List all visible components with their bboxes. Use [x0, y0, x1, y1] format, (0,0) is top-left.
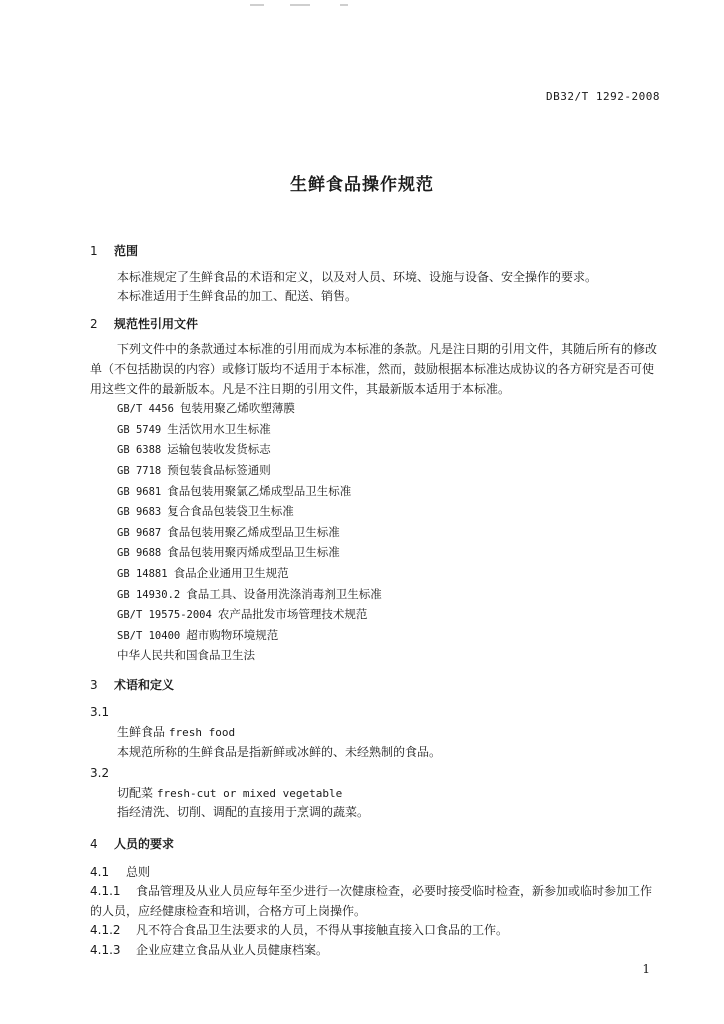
reference-item	[90, 399, 660, 420]
reference-title: 包装用聚乙烯吹塑薄膜	[179, 401, 295, 416]
reference-title: 中华人民共和国食品卫生法	[117, 648, 255, 663]
clause-number-3-2: 3.2	[90, 766, 110, 781]
document-code: DB32/T 1292-2008	[546, 90, 660, 103]
reference-code: GB/T 19575-2004	[117, 609, 212, 622]
clause-4-1-1: 4.1.1 食品管理及从业人员应每年至少进行一次健康检查，必要时接受临时检查，新参加或临时参加工作的人员，应经健康检查和培训，合格方可上岗操作。	[90, 884, 653, 918]
reference-title: 食品包装用聚乙烯成型品卫生标准	[167, 524, 340, 539]
reference-code: GB/T 4456	[117, 403, 174, 416]
reference-item	[90, 626, 660, 647]
reference-title: 食品企业通用卫生规范	[173, 565, 289, 580]
reference-code: GB 6388	[117, 444, 162, 457]
reference-item	[90, 461, 660, 482]
page-number: 1	[642, 962, 650, 976]
reference-title: 生活饮用水卫生标准	[167, 421, 271, 436]
reference-item	[90, 420, 660, 441]
reference-item	[90, 440, 660, 461]
reference-code: GB 9681	[117, 485, 162, 498]
document-body	[90, 236, 660, 961]
scan-marks	[250, 4, 410, 8]
references-intro: 下列文件中的条款通过本标准的引用而成为本标准的条款。凡是注日期的引用文件，其随后所有的修改单（不包括勘误的内容）或修订版均不适用于本标准，然而，鼓励根据本标准达成协议的各方研究是否可使用这些文件的最新版本。凡是不注日期的引用文件，其最新版本适用于本标准。	[90, 342, 658, 396]
reference-code: GB 9687	[117, 526, 162, 539]
reference-title: 食品包装用聚丙烯成型品卫生标准	[167, 545, 340, 560]
clause-4-1-2: 4.1.2 凡不符合食品卫生法要求的人员，不得从事接触直接入口食品的工作。	[90, 923, 509, 938]
reference-item	[90, 564, 660, 585]
document-title: 生鲜食品操作规范	[290, 175, 434, 195]
reference-title: 超市购物环境规范	[186, 627, 279, 642]
reference-item	[90, 502, 660, 523]
definition-fresh-cut: 指经清洗、切削、调配的直接用于烹调的蔬菜。	[117, 805, 370, 820]
reference-code: GB 9683	[117, 506, 162, 519]
clause-4-1-3: 4.1.3 企业应建立食品从业人员健康档案。	[90, 943, 329, 957]
reference-title: 食品工具、设备用洗涤消毒剂卫生标准	[186, 586, 382, 601]
reference-code: GB 7718	[117, 464, 162, 477]
reference-title: 食品包装用聚氯乙烯成型品卫生标准	[167, 483, 352, 498]
reference-code: GB 14930.2	[117, 588, 181, 601]
reference-title: 预包装食品标签通则	[167, 462, 271, 477]
scope-para-2: 本标准适用于生鲜食品的加工、配送、销售。	[117, 289, 358, 304]
reference-list	[90, 399, 660, 666]
reference-item	[90, 543, 660, 564]
reference-code: GB 5749	[117, 423, 162, 436]
section-heading-references: 2 规范性引用文件	[90, 316, 199, 331]
section-heading-terms: 3 术语和定义	[90, 677, 175, 692]
reference-code: GB 9688	[117, 547, 162, 560]
reference-item	[90, 646, 660, 666]
reference-code: SB/T 10400	[117, 629, 181, 642]
clause-4-1: 4.1 总则	[90, 864, 151, 879]
reference-code: GB 14881	[117, 567, 168, 580]
reference-item	[90, 482, 660, 503]
term-fresh-food: 生鲜食品 fresh food	[117, 725, 236, 740]
section-heading-scope: 1 范围	[90, 244, 139, 258]
term-fresh-cut: 切配菜 fresh-cut or mixed vegetable	[117, 785, 343, 800]
reference-item	[90, 585, 660, 606]
reference-item	[90, 605, 660, 626]
clause-number-3-1: 3.1	[90, 705, 110, 720]
scope-para-1: 本标准规定了生鲜食品的术语和定义，以及对人员、环境、设施与设备、安全操作的要求。	[117, 269, 598, 284]
definition-fresh-food: 本规范所称的生鲜食品是指新鲜或冰鲜的、未经熟制的食品。	[117, 744, 442, 759]
reference-title: 农产品批发市场管理技术规范	[217, 607, 368, 622]
reference-title: 运输包装收发货标志	[167, 442, 271, 457]
reference-item	[90, 523, 660, 544]
section-heading-personnel: 4 人员的要求	[90, 837, 175, 852]
reference-title: 复合食品包装袋卫生标准	[167, 504, 294, 519]
